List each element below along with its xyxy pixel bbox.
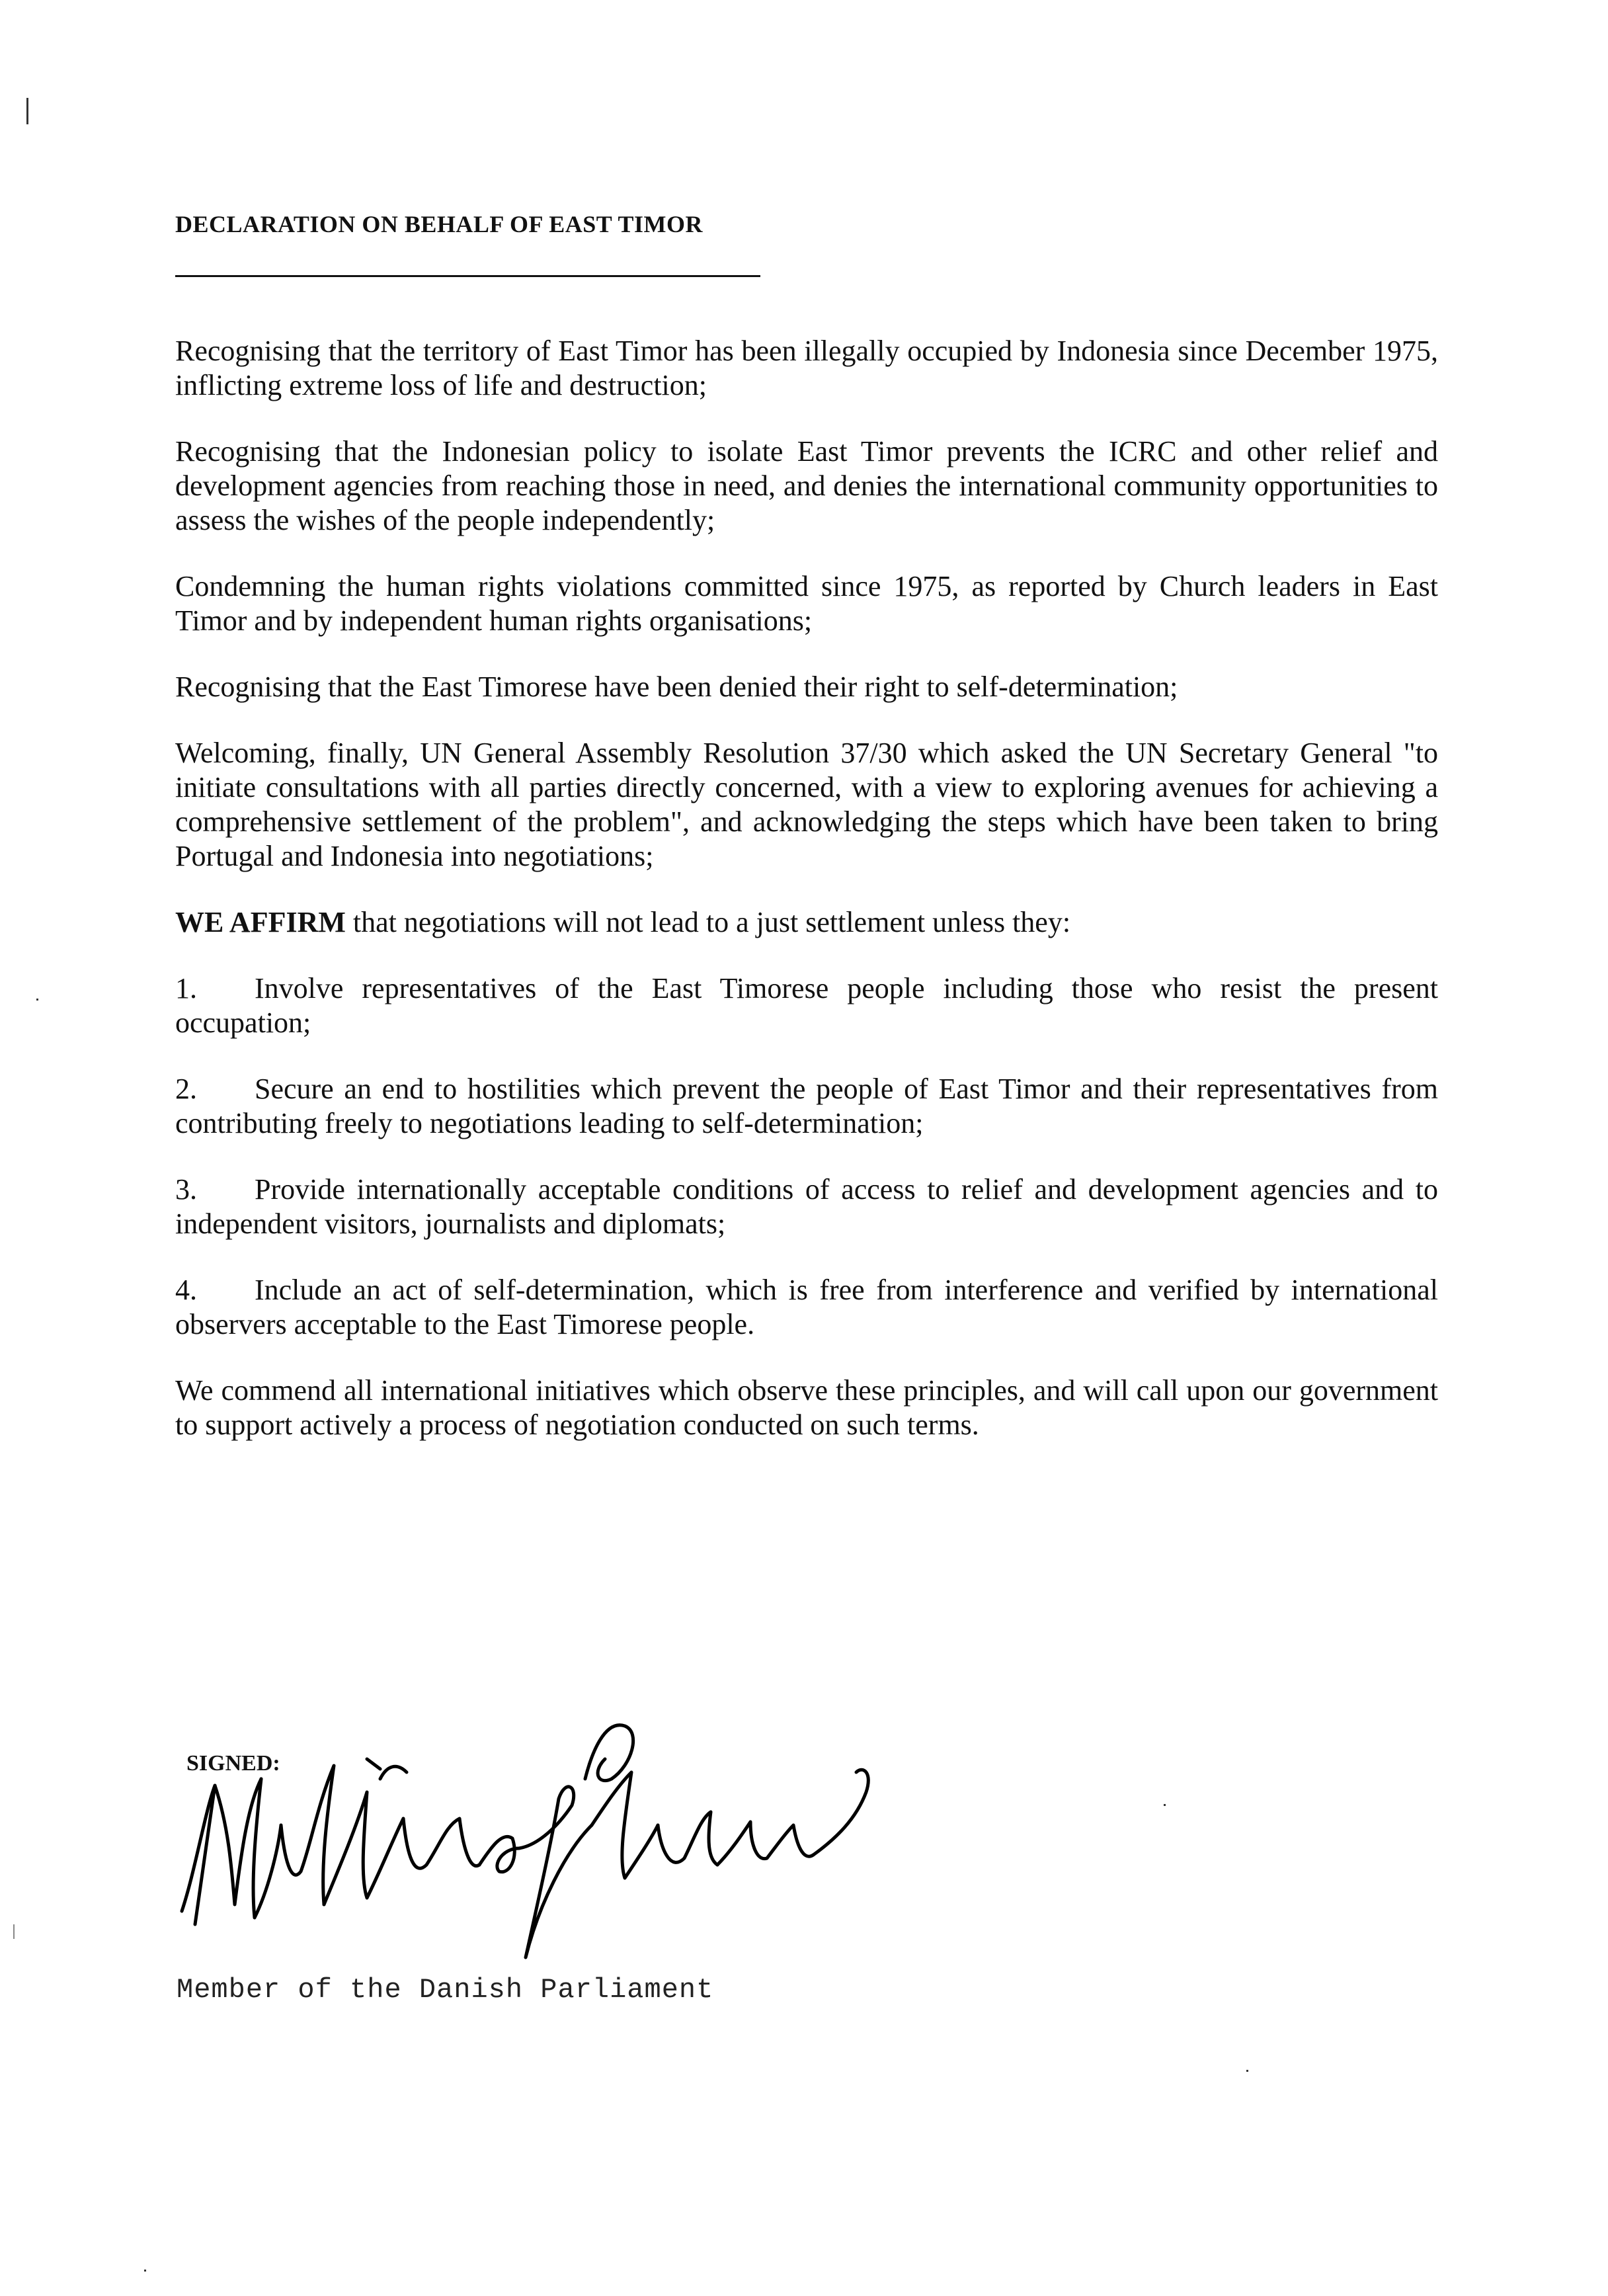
item-text: Include an act of self-determination, which is free from interference and verified by international observers acceptable to the East Timorese people. — [175, 1274, 1438, 1340]
preamble-paragraph-1: Recognising that the territory of East Timor has been illegally occupied by Indonesia since December 1975, inflicting extreme loss of life and destruction; — [175, 335, 1438, 401]
item-text: Secure an end to hostilities which prevent the people of East Timor and their representatives from contributing freely to negotiations leading to self-determination; — [175, 1073, 1438, 1139]
affirm-rest: that negotiations will not lead to a just settlement unless they: — [345, 906, 1071, 938]
title-underline — [175, 275, 760, 277]
handwritten-signature — [169, 1706, 883, 1990]
preamble-paragraph-3: Condemning the human rights violations committed since 1975, as reported by Church leaders in East Timor and by independent human rights organisations; — [175, 570, 1438, 637]
item-number: 3. — [175, 1173, 197, 1206]
item-number: 2. — [175, 1073, 197, 1105]
margin-mark — [26, 98, 28, 124]
item-text: Provide internationally acceptable conditions of access to relief and development agencies and to independent visitors, journalists and diplomats; — [175, 1173, 1438, 1240]
condition-item-4 — [175, 1273, 1438, 1342]
document-title: DECLARATION ON BEHALF OF EAST TIMOR — [175, 211, 703, 237]
signed-label: SIGNED: — [186, 1751, 280, 1776]
margin-mark — [144, 2270, 146, 2272]
affirm-lead: WE AFFIRM — [175, 906, 346, 938]
item-number: 1. — [175, 972, 197, 1004]
margin-mark — [1246, 2070, 1248, 2072]
condition-item-2 — [175, 1072, 1438, 1141]
affirm-paragraph — [175, 905, 1438, 940]
preamble-paragraph-2: Recognising that the Indonesian policy to isolate East Timor prevents the ICRC and other relief and development agencies from reaching those in need, and denies the international community opportunities to assess the wishes of the people independently; — [175, 435, 1438, 536]
item-text: Involve representatives of the East Timorese people including those who resist the present occupation; — [175, 972, 1438, 1039]
preamble-paragraph-5: Welcoming, finally, UN General Assembly Resolution 37/30 which asked the UN Secretary General "to initiate consultations with all parties directly concerned, with a view to exploring avenues for achieving a comprehensive settlement of the problem", and acknowledging the steps which have been taken to bring Portugal and Indonesia into negotiations; — [175, 737, 1438, 872]
margin-mark — [1164, 1804, 1166, 1806]
preamble-paragraph-4: Recognising that the East Timorese have been denied their right to self-determination; — [175, 671, 1178, 703]
condition-item-3 — [175, 1172, 1438, 1241]
margin-mark — [36, 999, 38, 1001]
declaration-body — [175, 334, 1438, 1474]
condition-item-1 — [175, 971, 1438, 1040]
margin-mark — [13, 1924, 15, 1939]
closing-paragraph: We commend all international initiatives which observe these principles, and will call upon our government to support actively a process of negotiation conducted on such terms. — [175, 1374, 1438, 1441]
item-number: 4. — [175, 1274, 197, 1306]
signer-title: Member of the Danish Parliament — [177, 1974, 714, 2006]
